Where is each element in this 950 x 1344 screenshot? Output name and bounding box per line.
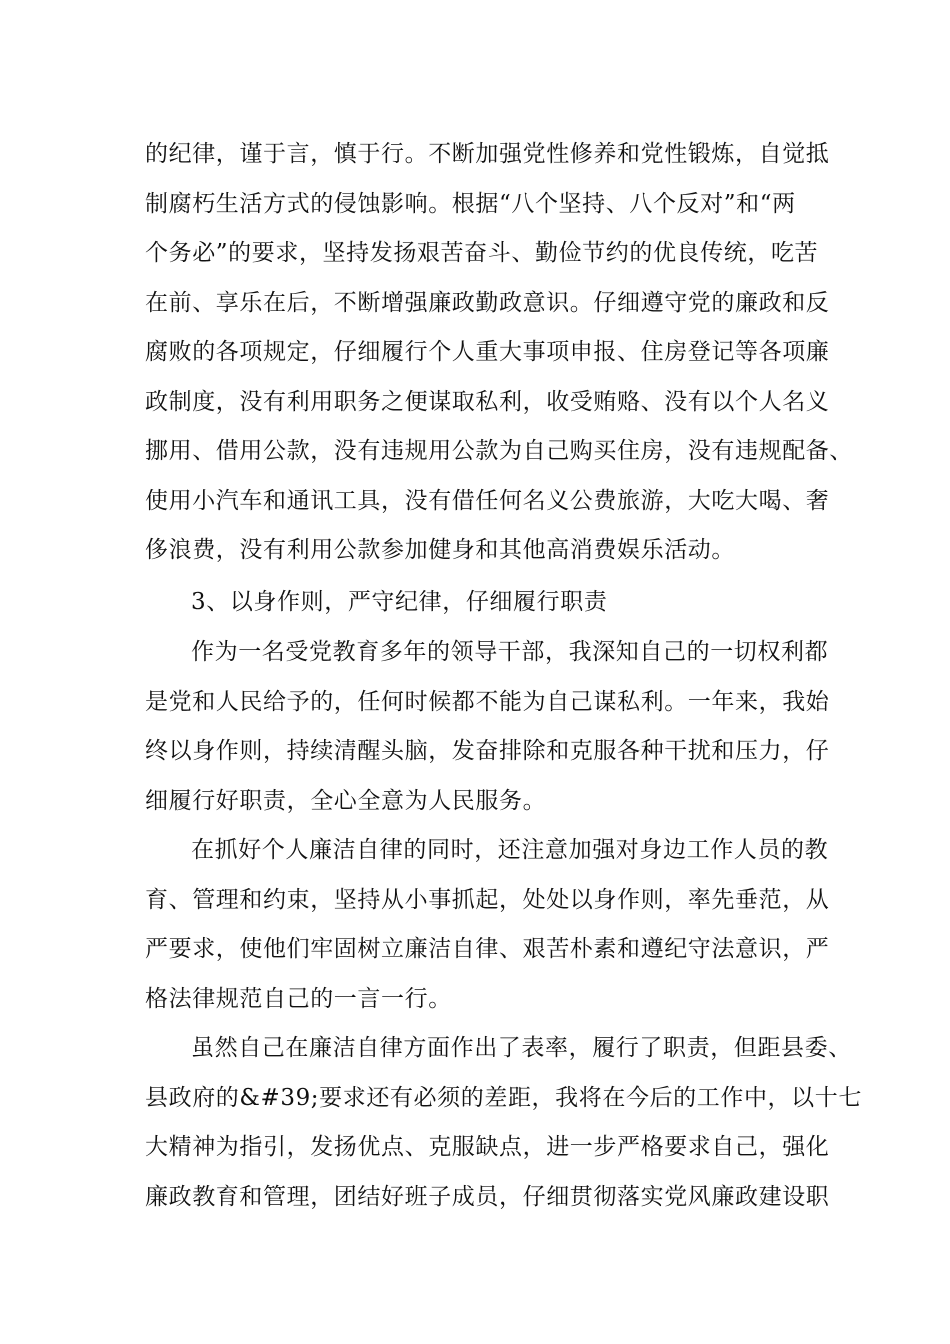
text-line: 腐败的各项规定，仔细履行个人重大事项申报、住房登记等各项廉 [145,339,830,365]
paragraph-discipline-continuation [145,130,853,576]
text-line: 县政府的&#39;要求还有必须的差距，我将在今后的工作中，以十七 [145,1084,862,1111]
text-line: 的纪律，谨于言，慎于行。不断加强党性修养和党性锻炼，自觉抵 [145,141,830,167]
text-line: 作为一名受党教育多年的领导干部，我深知自己的一切权利都 [191,639,829,665]
heading-line: 3、以身作则，严守纪律，仔细履行职责 [191,589,608,615]
text-line: 在抓好个人廉洁自律的同时，还注意加强对身边工作人员的教 [191,837,829,863]
paragraph-staff-education [145,826,830,1024]
paragraph-leadership-duty [145,628,830,826]
paragraph-shortcomings [145,1024,862,1222]
section-heading [145,578,825,628]
text-line: 终以身作则，持续清醒头脑，发奋排除和克服各种干扰和压力，仔 [145,738,830,764]
text-line: 制腐朽生活方式的侵蚀影响。根据“八个坚持、八个反对”和“两 [145,190,796,217]
text-line: 在前、享乐在后，不断增强廉政勤政意识。仔细遵守党的廉政和反 [145,289,830,316]
text-line: 格法律规范自己的一言一行。 [145,985,452,1012]
text-line: 使用小汽车和通讯工具，没有借任何名义公费旅游，大吃大喝、奢 [145,487,830,514]
text-line: 个务必”的要求，坚持发扬艰苦奋斗、勤俭节约的优良传统，吃苦 [145,240,819,266]
text-line: 挪用、借用公款，没有违规用公款为自己购买住房，没有违规配备、 [145,438,853,464]
text-line: 严要求，使他们牢固树立廉洁自律、艰苦朴素和遵纪守法意识，严 [145,936,830,962]
text-line: 虽然自己在廉洁自律方面作出了表率，履行了职责，但距县委、 [191,1035,852,1061]
text-line: 侈浪费，没有利用公款参加健身和其他高消费娱乐活动。 [145,537,735,563]
text-line: 育、管理和约束，坚持从小事抓起，处处以身作则，率先垂范，从 [145,886,830,913]
text-line: 大精神为指引，发扬优点、克服缺点，进一步严格要求自己，强化 [145,1134,830,1160]
text-line: 细履行好职责，全心全意为人民服务。 [145,787,547,814]
text-line: 廉政教育和管理，团结好班子成员，仔细贯彻落实党风廉政建设职 [145,1183,830,1210]
text-line: 是党和人民给予的，任何时候都不能为自己谋私利。一年来，我始 [145,688,830,715]
text-line: 政制度，没有利用职务之便谋取私利，收受贿赂、没有以个人名义 [145,388,830,415]
